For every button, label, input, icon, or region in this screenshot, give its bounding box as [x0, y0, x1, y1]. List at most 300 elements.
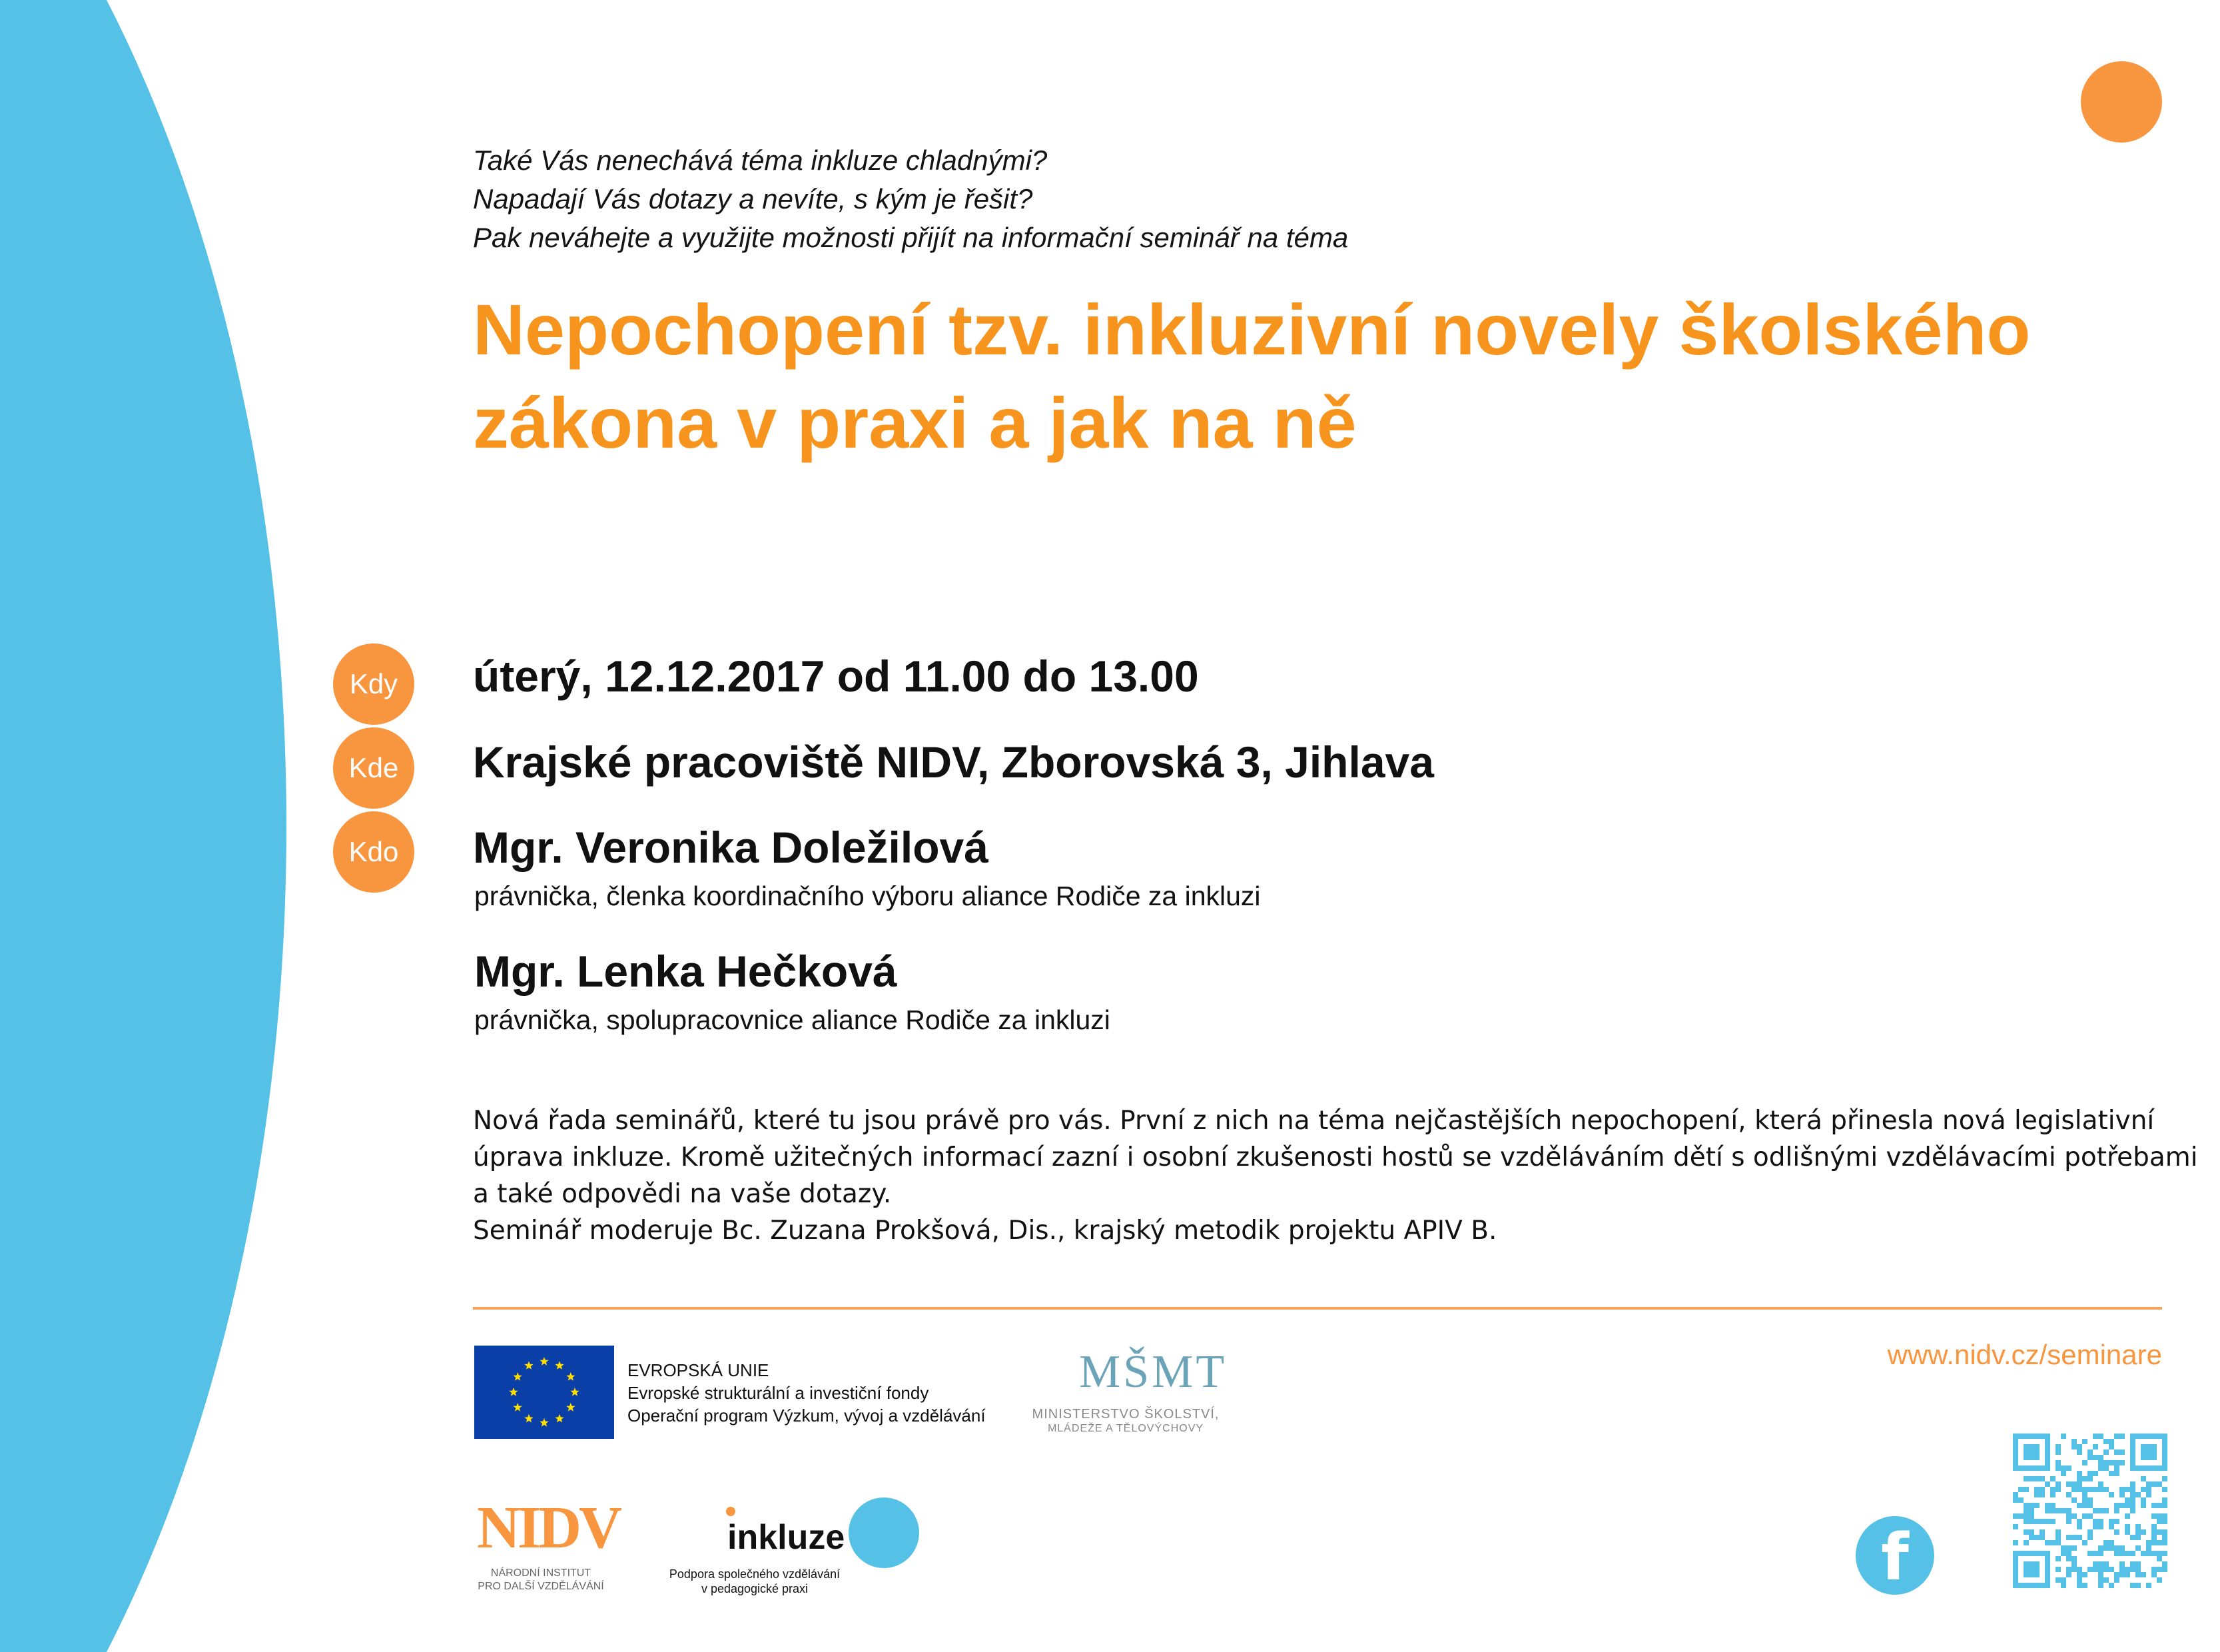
qr-module — [2055, 1444, 2061, 1449]
qr-module — [2066, 1551, 2071, 1556]
qr-module — [2045, 1508, 2050, 1513]
qr-module — [2066, 1567, 2071, 1572]
qr-module — [2071, 1487, 2077, 1492]
qr-module — [2103, 1465, 2109, 1471]
qr-module — [2103, 1508, 2109, 1513]
qr-module — [2013, 1492, 2018, 1497]
qr-module — [2157, 1556, 2162, 1561]
intro-line: Pak neváhejte a využijte možnosti přijít na informační seminář na téma — [473, 222, 1349, 253]
qr-module — [2114, 1471, 2119, 1476]
qr-module — [2141, 1487, 2146, 1492]
qr-module — [2034, 1503, 2039, 1508]
qr-module — [2151, 1551, 2157, 1556]
qr-module — [2045, 1519, 2050, 1524]
qr-module — [2029, 1529, 2034, 1535]
qr-module — [2103, 1561, 2109, 1567]
qr-module — [2125, 1529, 2130, 1535]
seminar-url-link[interactable]: www.nidv.cz/seminare — [1887, 1339, 2162, 1370]
qr-module — [2082, 1497, 2087, 1503]
qr-module — [2135, 1492, 2141, 1497]
qr-module — [2077, 1577, 2082, 1583]
qr-module — [2077, 1449, 2082, 1455]
qr-module — [2119, 1460, 2125, 1465]
qr-module — [2082, 1583, 2087, 1588]
qr-module — [2077, 1572, 2082, 1577]
qr-module — [2013, 1513, 2018, 1519]
qr-module — [2077, 1503, 2082, 1508]
qr-module — [2055, 1535, 2061, 1540]
qr-module — [2146, 1545, 2151, 1551]
qr-module — [2077, 1487, 2082, 1492]
qr-module — [2029, 1535, 2034, 1540]
event-date: úterý, 12.12.2017 od 11.00 do 13.00 — [473, 651, 1199, 701]
qr-module — [2039, 1492, 2045, 1497]
qr-module — [2141, 1476, 2146, 1481]
qr-module — [2071, 1481, 2077, 1487]
qr-module — [2119, 1487, 2125, 1492]
qr-module — [2109, 1545, 2114, 1551]
seminar-description — [473, 1102, 2198, 1249]
qr-module — [2061, 1583, 2066, 1588]
qr-module — [2125, 1524, 2130, 1529]
qr-module — [2103, 1487, 2109, 1492]
qr-module — [2109, 1492, 2114, 1497]
qr-module — [2082, 1476, 2087, 1481]
qr-module — [2141, 1497, 2146, 1503]
qr-module — [2029, 1513, 2034, 1519]
qr-module — [2119, 1545, 2125, 1551]
intro-line: Také Vás nenechává téma inkluze chladnými? — [473, 145, 1048, 176]
eu-line: Operační program Výzkum, vývoj a vzdělávání — [627, 1406, 986, 1426]
inkluze-line: v pedagogické praxi — [701, 1582, 809, 1595]
qr-module — [2141, 1572, 2146, 1577]
qr-module — [2119, 1503, 2125, 1508]
qr-module — [2119, 1492, 2125, 1497]
qr-module — [2045, 1481, 2050, 1487]
qr-module — [2135, 1524, 2141, 1529]
qr-module — [2135, 1535, 2141, 1540]
msmt-line: MINISTERSTVO ŠKOLSTVÍ, — [1032, 1407, 1220, 1422]
qr-module — [2162, 1561, 2167, 1567]
speaker-name: Mgr. Veronika Doležilová — [473, 823, 988, 872]
qr-module — [2024, 1508, 2029, 1513]
qr-module — [2013, 1540, 2018, 1545]
qr-module — [2055, 1465, 2061, 1471]
qr-module — [2162, 1540, 2167, 1545]
qr-module — [2114, 1434, 2119, 1439]
qr-module — [2029, 1519, 2034, 1524]
qr-module — [2103, 1449, 2109, 1455]
qr-module — [2087, 1567, 2093, 1572]
qr-module — [2151, 1567, 2157, 1572]
msmt-line: MLÁDEŽE A TĚLOVÝCHOVY — [1047, 1423, 1204, 1434]
qr-module — [2135, 1561, 2141, 1567]
qr-module — [2087, 1455, 2093, 1460]
who-badge: Kdo — [333, 811, 414, 893]
qr-module — [2119, 1449, 2125, 1455]
qr-module — [2024, 1540, 2029, 1545]
qr-module — [2024, 1529, 2029, 1535]
qr-module — [2087, 1529, 2093, 1535]
qr-module — [2071, 1556, 2077, 1561]
eu-logo-text — [627, 1359, 986, 1427]
qr-module — [2050, 1508, 2055, 1513]
qr-module — [2039, 1487, 2045, 1492]
qr-module — [2055, 1449, 2061, 1455]
qr-module — [2034, 1476, 2039, 1481]
qr-module — [2141, 1529, 2146, 1535]
qr-module — [2077, 1524, 2082, 1529]
qr-module — [2162, 1497, 2167, 1503]
qr-module — [2061, 1434, 2066, 1439]
qr-module — [2093, 1444, 2098, 1449]
qr-module — [2024, 1476, 2029, 1481]
qr-module — [2093, 1471, 2098, 1476]
qr-module — [2114, 1529, 2119, 1535]
qr-module — [2098, 1460, 2103, 1465]
eu-line: EVROPSKÁ UNIE — [627, 1360, 769, 1380]
qr-module — [2061, 1545, 2066, 1551]
qr-module — [2135, 1572, 2141, 1577]
qr-module — [2098, 1572, 2103, 1577]
qr-module — [2125, 1503, 2130, 1508]
speaker-role: právnička, spolupracovnice aliance Rodiče za inkluzi — [474, 1005, 1110, 1035]
qr-module — [2093, 1487, 2098, 1492]
qr-module — [2098, 1481, 2103, 1487]
qr-module — [2093, 1455, 2098, 1460]
qr-module — [2071, 1535, 2077, 1540]
qr-module — [2082, 1460, 2087, 1465]
title-line: zákona v praxi a jak na ně — [473, 382, 1357, 463]
qr-module — [2098, 1434, 2103, 1439]
qr-module — [2135, 1529, 2141, 1535]
qr-module — [2146, 1540, 2151, 1545]
qr-module — [2087, 1551, 2093, 1556]
qr-module — [2071, 1561, 2077, 1567]
qr-module — [2055, 1556, 2061, 1561]
qr-module — [2055, 1567, 2061, 1572]
nidv-line: NÁRODNÍ INSTITUT — [490, 1567, 591, 1579]
qr-module — [2114, 1465, 2119, 1471]
qr-module — [2098, 1524, 2103, 1529]
qr-module — [2114, 1460, 2119, 1465]
qr-module — [2109, 1519, 2114, 1524]
qr-module — [2034, 1492, 2039, 1497]
qr-code[interactable] — [2013, 1434, 2167, 1588]
qr-module — [2093, 1567, 2098, 1572]
qr-module — [2087, 1513, 2093, 1519]
qr-module — [2087, 1487, 2093, 1492]
qr-module — [2114, 1519, 2119, 1524]
qr-module — [2039, 1476, 2045, 1481]
where-badge: Kde — [333, 727, 414, 809]
facebook-icon[interactable]: f — [1856, 1516, 1934, 1595]
qr-module — [2061, 1551, 2066, 1556]
qr-module — [2151, 1535, 2157, 1540]
inkluze-orange-dot — [726, 1507, 735, 1516]
qr-module — [2087, 1497, 2093, 1503]
qr-module — [2061, 1465, 2066, 1471]
qr-module — [2098, 1567, 2103, 1572]
nidv-line: PRO DALŠÍ VZDĚLÁVÁNÍ — [478, 1581, 604, 1592]
qr-module — [2157, 1529, 2162, 1535]
qr-module — [2077, 1567, 2082, 1572]
nidv-logo-text — [474, 1567, 607, 1593]
qr-module — [2146, 1492, 2151, 1497]
qr-module — [2066, 1465, 2071, 1471]
qr-module — [2130, 1508, 2135, 1513]
qr-module — [2130, 1497, 2135, 1503]
qr-module — [2162, 1567, 2167, 1572]
qr-module — [2087, 1535, 2093, 1540]
qr-module — [2029, 1476, 2034, 1481]
qr-module — [2109, 1444, 2114, 1449]
qr-module — [2109, 1524, 2114, 1529]
qr-module — [2087, 1449, 2093, 1455]
qr-module — [2109, 1540, 2114, 1545]
qr-module — [2119, 1572, 2125, 1577]
qr-module — [2082, 1540, 2087, 1545]
qr-module — [2119, 1551, 2125, 1556]
qr-module — [2103, 1439, 2109, 1444]
qr-module — [2077, 1444, 2082, 1449]
qr-module — [2071, 1439, 2077, 1444]
qr-module — [2162, 1487, 2167, 1492]
qr-module — [2061, 1577, 2066, 1583]
qr-module — [2151, 1524, 2157, 1529]
qr-module — [2050, 1519, 2055, 1524]
qr-module — [2109, 1471, 2114, 1476]
qr-module — [2098, 1465, 2103, 1471]
qr-module — [2087, 1471, 2093, 1476]
qr-module — [2071, 1567, 2077, 1572]
qr-module — [2103, 1460, 2109, 1465]
qr-module — [2066, 1519, 2071, 1524]
qr-module — [2125, 1487, 2130, 1492]
qr-module — [2018, 1497, 2024, 1503]
qr-module — [2082, 1513, 2087, 1519]
qr-module — [2098, 1561, 2103, 1567]
qr-module — [2114, 1577, 2119, 1583]
qr-module — [2082, 1439, 2087, 1444]
qr-module — [2130, 1481, 2135, 1487]
qr-module — [2146, 1583, 2151, 1588]
qr-module — [2162, 1513, 2167, 1519]
qr-module — [2050, 1487, 2055, 1492]
qr-module — [2082, 1572, 2087, 1577]
qr-module — [2071, 1513, 2077, 1519]
qr-module — [2061, 1471, 2066, 1476]
qr-module — [2162, 1503, 2167, 1508]
inkluze-blue-dot — [849, 1497, 919, 1568]
qr-module — [2050, 1492, 2055, 1497]
qr-module — [2130, 1503, 2135, 1508]
qr-module — [2098, 1455, 2103, 1460]
qr-module — [2109, 1567, 2114, 1572]
qr-module — [2066, 1508, 2071, 1513]
qr-module — [2055, 1508, 2061, 1513]
qr-module — [2093, 1434, 2098, 1439]
qr-module — [2066, 1481, 2071, 1487]
qr-module — [2077, 1535, 2082, 1540]
qr-module — [2087, 1476, 2093, 1481]
eu-flag — [474, 1346, 614, 1439]
qr-module — [2146, 1551, 2151, 1556]
qr-module — [2024, 1487, 2029, 1492]
qr-module — [2098, 1519, 2103, 1524]
qr-module — [2082, 1487, 2087, 1492]
qr-module — [2157, 1577, 2162, 1583]
qr-module — [2125, 1567, 2130, 1572]
qr-module — [2093, 1524, 2098, 1529]
speaker-name: Mgr. Lenka Hečková — [474, 947, 897, 996]
description-line: úprava inkluze. Kromě užitečných informací zazní i osobní zkušenosti hostů se vzděláváním dětí s odlišnými vzdělávacími potřebami — [473, 1142, 2198, 1172]
qr-finder — [2024, 1561, 2039, 1577]
qr-module — [2093, 1561, 2098, 1567]
qr-module — [2034, 1487, 2039, 1492]
qr-module — [2119, 1567, 2125, 1572]
qr-module — [2077, 1583, 2082, 1588]
qr-module — [2029, 1503, 2034, 1508]
qr-module — [2151, 1503, 2157, 1508]
qr-module — [2114, 1551, 2119, 1556]
qr-module — [2141, 1551, 2146, 1556]
qr-module — [2146, 1481, 2151, 1487]
qr-module — [2109, 1439, 2114, 1444]
msmt-logo-text — [1026, 1407, 1226, 1436]
qr-module — [2082, 1503, 2087, 1508]
qr-module — [2141, 1503, 2146, 1508]
qr-module — [2103, 1540, 2109, 1545]
description-line: a také odpovědi na vaše dotazy. — [473, 1179, 892, 1209]
msmt-logo: MŠMT — [1079, 1346, 1228, 1398]
description-line: Seminář moderuje Bc. Zuzana Prokšová, Dis., krajský metodik projektu APIV B. — [473, 1216, 1497, 1246]
qr-module — [2082, 1492, 2087, 1497]
seminar-title — [473, 283, 2178, 470]
qr-module — [2162, 1535, 2167, 1540]
qr-module — [2114, 1503, 2119, 1508]
qr-module — [2103, 1545, 2109, 1551]
qr-module — [2098, 1508, 2103, 1513]
qr-module — [2157, 1481, 2162, 1487]
qr-module — [2077, 1471, 2082, 1476]
qr-module — [2071, 1497, 2077, 1503]
qr-module — [2125, 1551, 2130, 1556]
qr-module — [2157, 1567, 2162, 1572]
eu-line: Evropské strukturální a investiční fondy — [627, 1383, 929, 1403]
qr-module — [2034, 1535, 2039, 1540]
qr-module — [2055, 1460, 2061, 1465]
qr-module — [2125, 1497, 2130, 1503]
qr-module — [2071, 1444, 2077, 1449]
qr-module — [2093, 1508, 2098, 1513]
qr-module — [2055, 1577, 2061, 1583]
qr-module — [2093, 1519, 2098, 1524]
qr-module — [2018, 1513, 2024, 1519]
qr-module — [2071, 1545, 2077, 1551]
qr-finder — [2024, 1444, 2039, 1460]
intro-text — [473, 141, 1348, 257]
qr-module — [2130, 1583, 2135, 1588]
qr-module — [2013, 1497, 2018, 1503]
qr-module — [2157, 1503, 2162, 1508]
qr-module — [2034, 1519, 2039, 1524]
qr-module — [2119, 1434, 2125, 1439]
event-location: Krajské pracoviště NIDV, Zborovská 3, Jihlava — [473, 737, 1434, 787]
qr-module — [2109, 1460, 2114, 1465]
qr-module — [2029, 1508, 2034, 1513]
qr-module — [2050, 1503, 2055, 1508]
qr-module — [2109, 1583, 2114, 1588]
qr-cells — [2013, 1434, 2167, 1588]
qr-module — [2098, 1583, 2103, 1588]
qr-module — [2024, 1513, 2029, 1519]
qr-module — [2055, 1540, 2061, 1545]
qr-module — [2151, 1529, 2157, 1535]
intro-line: Napadají Vás dotazy a nevíte, s kým je řešit? — [473, 183, 1033, 214]
qr-module — [2018, 1487, 2024, 1492]
qr-module — [2162, 1476, 2167, 1481]
qr-module — [2130, 1492, 2135, 1497]
nidv-logo: NIDV — [477, 1495, 620, 1561]
qr-module — [2135, 1567, 2141, 1572]
qr-module — [2098, 1577, 2103, 1583]
qr-module — [2114, 1572, 2119, 1577]
qr-module — [2013, 1524, 2018, 1529]
qr-module — [2151, 1481, 2157, 1487]
qr-module — [2087, 1503, 2093, 1508]
qr-module — [2157, 1513, 2162, 1519]
qr-module — [2066, 1556, 2071, 1561]
footer-divider — [473, 1307, 2162, 1310]
qr-module — [2098, 1545, 2103, 1551]
qr-module — [2135, 1545, 2141, 1551]
qr-module — [2050, 1476, 2055, 1481]
qr-module — [2039, 1535, 2045, 1540]
blue-side-arc — [0, 0, 293, 1652]
qr-module — [2119, 1561, 2125, 1567]
qr-module — [2114, 1545, 2119, 1551]
qr-module — [2024, 1519, 2029, 1524]
qr-module — [2157, 1519, 2162, 1524]
qr-module — [2114, 1449, 2119, 1455]
qr-module — [2024, 1503, 2029, 1508]
qr-module — [2077, 1476, 2082, 1481]
qr-module — [2135, 1583, 2141, 1588]
qr-module — [2103, 1577, 2109, 1583]
inkluze-line: Podpora společného vzdělávání — [669, 1567, 841, 1581]
qr-module — [2157, 1540, 2162, 1545]
qr-module — [2146, 1487, 2151, 1492]
qr-module — [2066, 1535, 2071, 1540]
qr-module — [2066, 1545, 2071, 1551]
qr-module — [2061, 1508, 2066, 1513]
when-badge: Kdy — [333, 643, 414, 725]
qr-module — [2098, 1487, 2103, 1492]
description-line: Nová řada seminářů, které tu jsou právě pro vás. První z nich na téma nejčastějších nepochopení, která přinesla nová legislativní — [473, 1106, 2155, 1136]
qr-module — [2098, 1551, 2103, 1556]
qr-module — [2162, 1551, 2167, 1556]
qr-module — [2077, 1481, 2082, 1487]
qr-module — [2055, 1529, 2061, 1535]
qr-module — [2045, 1540, 2050, 1545]
qr-module — [2125, 1572, 2130, 1577]
qr-module — [2066, 1513, 2071, 1519]
qr-module — [2114, 1508, 2119, 1513]
inkluze-logo-text — [651, 1567, 858, 1596]
title-line: Nepochopení tzv. inkluzivní novely školského — [473, 289, 2031, 370]
qr-module — [2157, 1551, 2162, 1556]
